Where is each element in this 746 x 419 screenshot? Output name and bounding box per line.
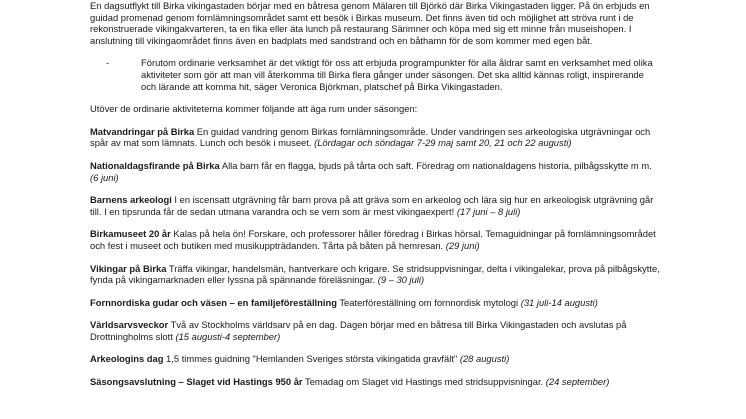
event-date: (9 – 30 juli) xyxy=(375,274,425,286)
lead-paragraph: Utöver de ordinarie aktiviteterna kommer följande att äga rum under säsongen: xyxy=(90,103,418,115)
intro-paragraph: En dagsutflykt till Birka vikingastaden börjar med en båtresa genom Mälaren till Björkö där Birka Vikingastaden ligger. På ön erbjuds en guidad promenad genom fornlämningsområdet samt ett besök i Birkas museum. Det finns även tid och möjlighet att ströva runt i de rekonstruerade vikingakvarteren, ta en fika eller äta lunch på restaurang Särimner och köpa med sig ett minne från museishopen. I anslutning till vikingaområdet finns även en badplats med sandstrand och en båthamn för de som kommer med egen båt. xyxy=(90,0,650,46)
event-description: En guidad vandring genom Birkas fornlämningsområde. Under vandringen ses arkeologiska utgrävningar och spår av mat som lämnats. Lunch och besök i museet. xyxy=(90,125,651,149)
event-title: Matvandringar på Birka xyxy=(90,125,195,137)
event-description: Träffa vikingar, handelsmän, hantverkare och krigare. Se stridsuppvisningar, delta i vikingalekar, prova på pilbågskytte, fynda på vikingamarknaden eller lyssna på spännande föreläsningar. xyxy=(90,262,660,286)
event-date: (29 juni) xyxy=(443,239,480,251)
event-title: Arkeologins dag xyxy=(90,353,164,365)
event-description: Teaterföreställning om fornnordisk mytologi xyxy=(336,296,519,308)
event-title: Fornnordiska gudar och väsen – en familjeföreställning xyxy=(90,296,337,308)
event-title: Världsarvsveckor xyxy=(90,319,169,331)
event-date: (6 juni) xyxy=(90,171,119,183)
event-date: (Lördagar och söndagar 7-29 maj samt 20, 21 och 22 augusti) xyxy=(311,137,572,149)
event-item xyxy=(90,376,660,388)
document-page xyxy=(90,0,660,388)
event-date: (17 juni – 8 juli) xyxy=(454,205,521,217)
event-title: Säsongsavslutning – Slaget vid Hastings 950 år xyxy=(90,376,303,388)
event-description: 1,5 timmes guidning "Hemlanden Sveriges största vikingatida gravfält" xyxy=(163,353,458,365)
bullet-marker: - xyxy=(106,57,110,69)
event-date: (24 september) xyxy=(543,376,610,388)
event-item xyxy=(90,194,660,217)
quote-bullet xyxy=(90,57,660,92)
event-title: Birkamuseet 20 år xyxy=(90,228,171,240)
event-item xyxy=(90,160,660,183)
event-description: Alla barn får en flagga, bjuds på tårta och saft. Föredrag om nationaldagens historia, pilbågsskytte m m. xyxy=(219,159,652,171)
event-date: (28 augusti) xyxy=(457,353,510,365)
event-item xyxy=(90,319,660,342)
event-item xyxy=(90,353,660,365)
event-item xyxy=(90,297,660,309)
event-title: Vikingar på Birka xyxy=(90,262,167,274)
event-date: (15 augusti-4 september) xyxy=(172,330,281,342)
event-date: (31 juli-14 augusti) xyxy=(518,296,598,308)
event-description: Kalas på hela ön! Forskare, och professorer håller föredrag i Birkas hörsal. Temaguidningar på fornlämningsområdet och fest i museet och butiken med musikuppträdanden. Tårta på båten på hemresan. xyxy=(90,228,656,251)
quote-text: Förutom ordinarie verksamhet är det viktigt för oss att erbjuda programpunkter för alla åldrar samt en verksamhet med olika aktiviteter som gör att man vill återkomma till Birka flera gånger under säsongen. Det ska alltid kännas roligt, inspirerande och lärande att komma hit, säger Veronica Björkman, platschef på Birka Vikingastaden. xyxy=(141,57,653,92)
event-item xyxy=(90,228,660,251)
event-item xyxy=(90,126,660,149)
event-description: I en iscensatt utgrävning får barn prova på att gräva som en arkeolog och lära sig hur en arkeologisk utgrävning går till. I en tipsrunda får de sedan utmana varandra och se vem som är mest vikingaexpert! xyxy=(90,194,654,217)
event-description: Två av Stockholms världsarv på en dag. Dagen börjar med en båtresa till Birka Vikingastaden och avslutas på Drottningholms slott xyxy=(90,319,627,342)
event-title: Barnens arkeologi xyxy=(90,194,172,206)
event-description: Temadag om Slaget vid Hastings med stridsuppvisningar. xyxy=(302,376,544,388)
event-item xyxy=(90,263,660,286)
event-title: Nationaldagsfirande på Birka xyxy=(90,159,220,171)
